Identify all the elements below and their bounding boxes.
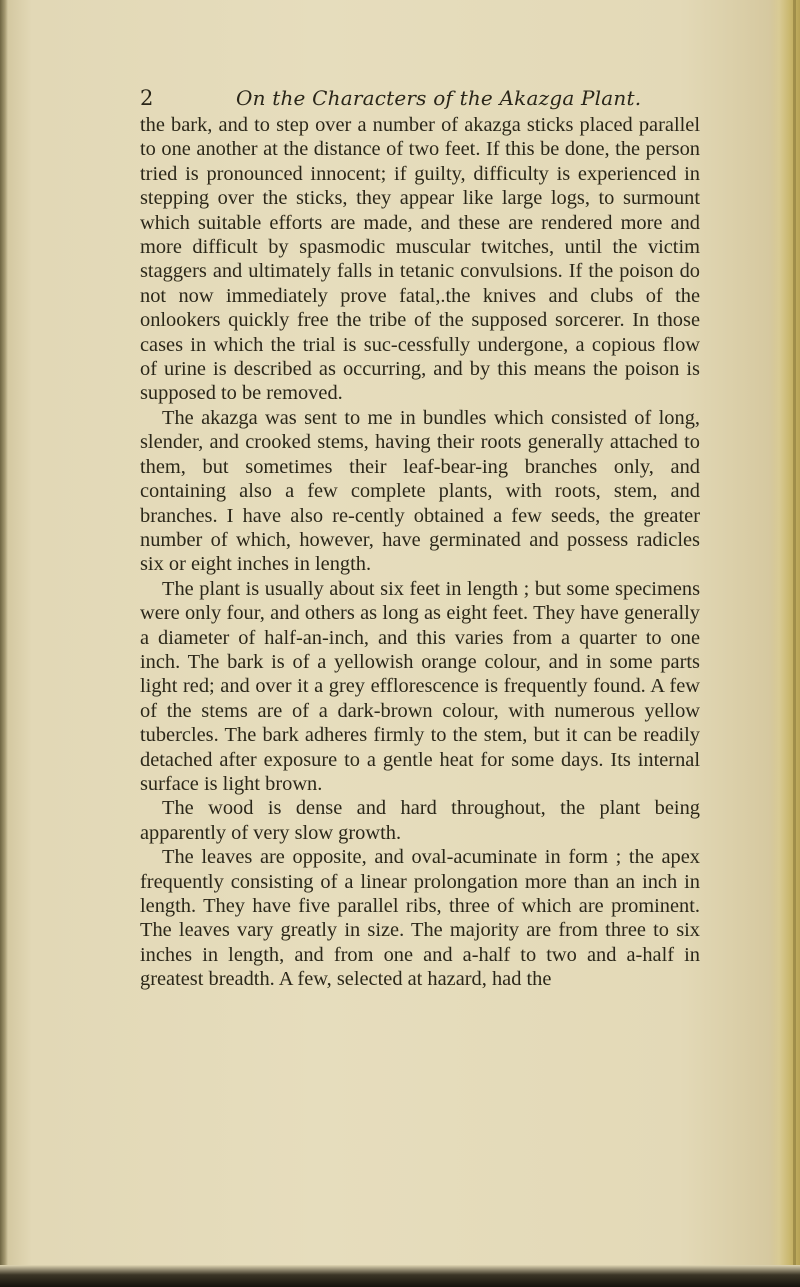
page-bottom-edge	[0, 1265, 800, 1287]
page-fore-edge	[770, 0, 800, 1287]
body-text	[140, 113, 700, 992]
page-binding-edge	[0, 0, 8, 1287]
paragraph-continuation: the bark, and to step over a number of akazga sticks placed parallel to one another at the distance of two feet. If this be done, the person tried is pronounced innocent; if guilty, difficulty is experienced in stepping over the sticks, they appear like large logs, to surmount which suitable efforts are made, and these are rendered more and more difficult by spasmodic muscular twitches, until the victim staggers and ultimately falls in tetanic convulsions. If the poison do not now immediately prove fatal,.the knives and clubs of the onlookers quickly free the tribe of the supposed sorcerer. In those cases in which the trial is suc-cessfully undergone, a copious flow of urine is described as occurring, and by this means the poison is supposed to be removed.	[140, 114, 700, 405]
paragraph-plant-size: The plant is usually about six feet in length ; but some specimens were only four, and others as long as eight feet. They have generally a diameter of half-an-inch, and this varies from a quarter to one inch. The bark is of a yellowish orange colour, and in some parts light red; and over it a grey efflorescence is frequently found. A few of the stems are of a dark-brown colour, with numerous yellow tubercles. The bark adheres firmly to the stem, but it can be readily detached after exposure to a gentle heat for some days. Its internal surface is light brown.	[140, 577, 700, 795]
paragraph-bundles: The akazga was sent to me in bundles which consisted of long, slender, and crooked stems, having their roots generally attached to them, but sometimes their leaf-bear-ing branches only, and containing also a few complete plants, with roots, stem, and branches. I have also re-cently obtained a few seeds, the greater number of which, however, have germinated and possess radicles six or eight inches in length.	[140, 406, 700, 576]
running-title: On the Characters of the Akazga Plant.	[236, 86, 642, 110]
paragraph-wood: The wood is dense and hard throughout, the plant being apparently of very slow growth.	[140, 797, 700, 844]
paragraph-leaves: The leaves are opposite, and oval-acuminate in form ; the apex frequently consisting of a linear prolongation more than an inch in length. They have five parallel ribs, three of which are prominent. The leaves vary greatly in size. The majority are from three to six inches in length, and from one and a-half to two and a-half in greatest breadth. A few, selected at hazard, had the	[140, 846, 700, 991]
page-number: 2	[140, 86, 154, 110]
